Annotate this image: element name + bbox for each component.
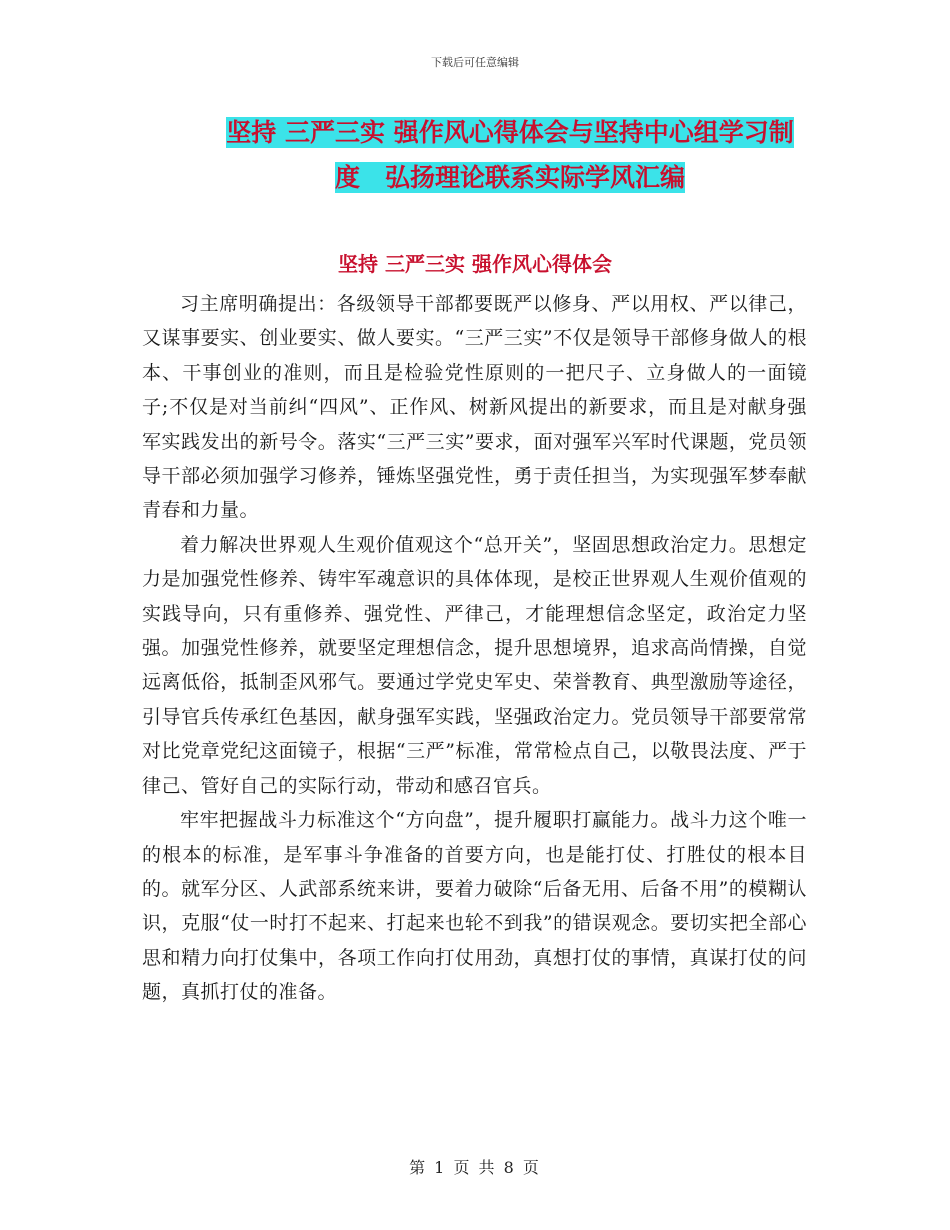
body-text — [142, 287, 807, 1010]
paragraph: 牢牢把握战斗力标准这个“方向盘”，提升履职打赢能力。战斗力这个唯一的根本的标准，是军事斗争准备的首要方向，也是能打仗、打胜仗的根本目的。就军分区、人武部系统来讲，要着力破除“后备无用、后备不用”的模糊认识，克服“仗一时打不起来、打起来也轮不到我”的错误观念。要切实把全部心思和精力向打仗集中，各项工作向打仗用劲，真想打仗的事情，真谋打仗的问题，真抓打仗的准备。 — [142, 809, 807, 1004]
page-footer: 第 1 页 共 8 页 — [409, 1158, 541, 1177]
title-line-1: 坚持 三严三实 强作风心得体会与坚持中心组学习制 — [226, 118, 794, 147]
section-title: 坚持 三严三实 强作风心得体会 — [338, 252, 612, 276]
header-note: 下载后可任意编辑 — [431, 56, 519, 69]
document-title — [190, 110, 830, 200]
paragraph: 着力解决世界观人生观价值观这个“总开关”，坚固思想政治定力。思想定力是加强党性修养、铸牢军魂意识的具体体现，是校正世界观人生观价值观的实践导向，只有重修养、强党性、严律己，才能理想信念坚定，政治定力坚强。加强党性修养，就要坚定理想信念，提升思想境界，追求高尚情操，自觉远离低俗，抵制歪风邪气。要通过学党史军史、荣誉教育、典型激励等途径，引导官兵传承红色基因，献身强军实践，坚强政治定力。党员领导干部要常常对比党章党纪这面镜子，根据“三严”标准，常常检点自己，以敬畏法度、严于律己、管好自己的实际行动，带动和感召官兵。 — [142, 533, 807, 797]
title-line-2: 度 弘扬理论联系实际学风汇编 — [334, 163, 685, 192]
paragraph: 习主席明确提出：各级领导干部都要既严以修身、严以用权、严以律己，又谋事要实、创业要实、做人要实。“三严三实”不仅是领导干部修身做人的根本、干事创业的准则，而且是检验党性原则的一把尺子、立身做人的一面镜子;不仅是对当前纠“四风”、正作风、树新风提出的新要求，而且是对献身强军实践发出的新号令。落实“三严三实”要求，面对强军兴军时代课题，党员领导干部必须加强学习修养，锤炼坚强党性，勇于责任担当，为实现强军梦奉献青春和力量。 — [142, 293, 807, 522]
